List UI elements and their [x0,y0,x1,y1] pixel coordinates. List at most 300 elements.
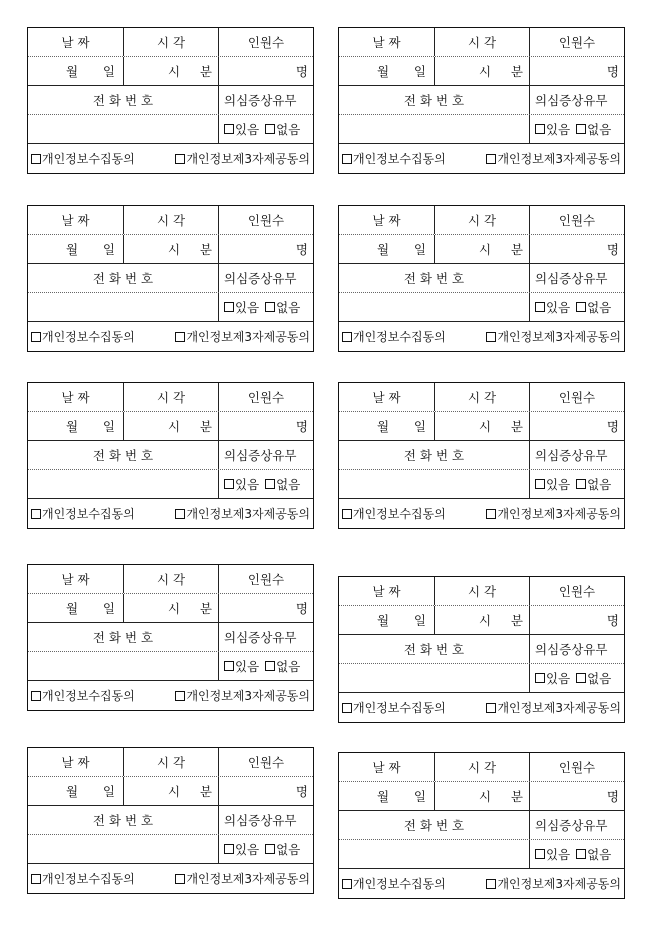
time-field[interactable] [434,606,529,634]
people-field[interactable] [529,782,624,810]
header-row [28,28,313,57]
day-unit: 일 [413,242,426,257]
month-unit: 월 [66,242,79,257]
people-label: 인원수 [529,753,624,781]
consent-collect-label: 개인정보수집동의 [42,152,135,166]
phone-label: 전 화 번 호 [92,813,154,828]
checkbox-icon[interactable] [265,124,275,134]
consent-third-label: 개인정보제3자제공동의 [186,507,310,521]
checkbox-icon[interactable] [175,691,185,701]
people-label: 인원수 [529,28,624,56]
people-field[interactable] [218,57,313,85]
date-label: 날 짜 [372,760,401,775]
date-field[interactable] [339,782,434,810]
consent-row [339,499,624,528]
symptom-label: 의심증상유무 [218,623,313,651]
consent-collect-label: 개인정보수집동의 [42,507,135,521]
date-label: 날 짜 [61,755,90,770]
checkbox-icon[interactable] [535,849,545,859]
consent-cell [28,322,313,351]
day-unit: 일 [413,64,426,79]
minute-unit: 분 [510,64,523,79]
people-field[interactable] [529,412,624,440]
consent-third-option[interactable] [486,875,621,892]
consent-row [28,681,313,710]
header-row [339,28,624,57]
symptom-label: 의심증상유무 [529,811,624,839]
phone-value-row [28,115,313,144]
consent-third-label: 개인정보제3자제공동의 [497,701,621,715]
phone-value-row [339,840,624,869]
symptom-yes-label: 있음 [546,122,571,137]
date-label: 날 짜 [61,35,90,50]
symptom-options [218,835,313,863]
phone-label: 전 화 번 호 [92,271,154,286]
time-field[interactable] [123,594,218,622]
symptom-no-label: 없음 [276,122,301,137]
hour-unit: 시 [479,789,492,804]
consent-third-option[interactable] [486,505,621,522]
phone-header-row [28,623,313,652]
date-field[interactable] [339,57,434,85]
people-field[interactable] [529,235,624,263]
people-field[interactable] [218,594,313,622]
consent-cell [339,693,624,722]
consent-cell [28,144,313,173]
phone-label: 전 화 번 호 [403,642,465,657]
phone-field[interactable] [28,652,218,680]
phone-header-row [339,264,624,293]
month-unit: 월 [377,789,390,804]
consent-cell [339,144,624,173]
checkbox-icon[interactable] [175,509,185,519]
checkbox-icon[interactable] [175,874,185,884]
symptom-no-option[interactable] [576,669,611,687]
consent-collect-option[interactable] [342,875,446,892]
symptom-no-label: 없음 [587,847,612,862]
people-label: 인원수 [529,577,624,605]
phone-field[interactable] [28,115,218,143]
checkbox-icon[interactable] [576,673,586,683]
consent-third-option[interactable] [486,699,621,716]
phone-label: 전 화 번 호 [92,630,154,645]
checkbox-icon[interactable] [342,703,352,713]
hour-unit: 시 [168,601,181,616]
minute-unit: 분 [199,64,212,79]
checkbox-icon[interactable] [31,874,41,884]
hour-unit: 시 [168,419,181,434]
symptom-no-option[interactable] [265,298,300,316]
header-row [339,577,624,606]
phone-header-row [339,811,624,840]
symptom-options [218,115,313,143]
symptom-no-option[interactable] [576,120,611,138]
checkbox-icon[interactable] [224,844,234,854]
phone-label: 전 화 번 호 [403,93,465,108]
symptom-yes-label: 있음 [546,477,571,492]
date-field[interactable] [339,606,434,634]
phone-field[interactable] [339,293,529,321]
checkbox-icon[interactable] [31,332,41,342]
symptom-no-label: 없음 [587,300,612,315]
date-field[interactable] [28,777,123,805]
checkbox-icon[interactable] [175,332,185,342]
month-unit: 월 [66,601,79,616]
symptom-no-label: 없음 [587,122,612,137]
checkbox-icon[interactable] [265,844,275,854]
phone-label: 전 화 번 호 [403,448,465,463]
header-row [339,753,624,782]
checkbox-icon[interactable] [265,661,275,671]
date-label: 날 짜 [61,390,90,405]
checkbox-icon[interactable] [576,124,586,134]
symptom-no-label: 없음 [276,659,301,674]
checkbox-icon[interactable] [486,509,496,519]
phone-value-row [28,470,313,499]
phone-header-row [28,441,313,470]
date-label: 날 짜 [61,572,90,587]
consent-collect-option[interactable] [342,328,446,345]
symptom-options [529,293,624,321]
checkbox-icon[interactable] [535,302,545,312]
date-field[interactable] [28,594,123,622]
time-label: 시 각 [123,28,218,56]
symptom-no-option[interactable] [265,840,300,858]
consent-third-option[interactable] [175,150,310,167]
phone-field[interactable] [339,840,529,868]
value-row [28,57,313,86]
checkbox-icon[interactable] [535,479,545,489]
checkbox-icon[interactable] [265,302,275,312]
phone-field[interactable] [28,835,218,863]
people-field[interactable] [218,235,313,263]
header-row [339,383,624,412]
people-unit: 명 [295,419,308,434]
consent-collect-option[interactable] [31,870,135,887]
checkbox-icon[interactable] [224,479,234,489]
checkbox-icon[interactable] [31,509,41,519]
consent-collect-option[interactable] [31,687,135,704]
minute-unit: 분 [199,784,212,799]
phone-header-row [339,635,624,664]
symptom-no-label: 없음 [276,842,301,857]
visitor-form-card [27,382,314,529]
consent-cell [28,864,313,893]
month-unit: 월 [377,64,390,79]
consent-third-label: 개인정보제3자제공동의 [186,152,310,166]
symptom-label: 의심증상유무 [529,635,624,663]
symptom-yes-option[interactable] [224,298,259,316]
symptom-yes-label: 있음 [235,477,260,492]
people-unit: 명 [295,784,308,799]
consent-collect-option[interactable] [31,328,135,345]
consent-third-option[interactable] [175,687,310,704]
time-field[interactable] [123,235,218,263]
hour-unit: 시 [479,64,492,79]
symptom-yes-option[interactable] [535,475,570,493]
minute-unit: 분 [510,242,523,257]
value-row [339,606,624,635]
time-label: 시 각 [434,28,529,56]
people-unit: 명 [295,64,308,79]
checkbox-icon[interactable] [31,691,41,701]
date-label: 날 짜 [372,390,401,405]
checkbox-icon[interactable] [486,879,496,889]
date-label: 날 짜 [372,584,401,599]
day-unit: 일 [413,789,426,804]
symptom-yes-option[interactable] [535,845,570,863]
phone-field[interactable] [28,293,218,321]
header-row [28,748,313,777]
symptom-yes-label: 있음 [235,659,260,674]
checkbox-icon[interactable] [535,673,545,683]
checkbox-icon[interactable] [224,302,234,312]
checkbox-icon[interactable] [224,661,234,671]
consent-third-option[interactable] [175,328,310,345]
people-label: 인원수 [218,748,313,776]
time-label: 시 각 [123,383,218,411]
people-field[interactable] [529,606,624,634]
visitor-form-card [27,27,314,174]
people-unit: 명 [606,242,619,257]
visitor-form-card [338,752,625,899]
people-label: 인원수 [529,383,624,411]
people-label: 인원수 [218,383,313,411]
phone-field[interactable] [28,470,218,498]
symptom-yes-option[interactable] [535,669,570,687]
time-label: 시 각 [434,206,529,234]
time-field[interactable] [123,57,218,85]
symptom-yes-option[interactable] [535,298,570,316]
hour-unit: 시 [479,242,492,257]
date-field[interactable] [28,235,123,263]
consent-collect-option[interactable] [342,505,446,522]
checkbox-icon[interactable] [486,703,496,713]
month-unit: 월 [377,242,390,257]
checkbox-icon[interactable] [31,154,41,164]
symptom-yes-label: 있음 [235,300,260,315]
checkbox-icon[interactable] [342,154,352,164]
header-row [28,206,313,235]
symptom-yes-option[interactable] [224,120,259,138]
visitor-form-card [27,747,314,894]
phone-label: 전 화 번 호 [92,448,154,463]
time-label: 시 각 [123,206,218,234]
checkbox-icon[interactable] [486,332,496,342]
hour-unit: 시 [479,419,492,434]
consent-row [28,322,313,351]
consent-third-option[interactable] [486,150,621,167]
phone-value-row [339,293,624,322]
symptom-yes-label: 있음 [546,300,571,315]
symptom-options [218,293,313,321]
consent-third-label: 개인정보제3자제공동의 [186,330,310,344]
minute-unit: 분 [199,242,212,257]
minute-unit: 분 [510,789,523,804]
symptom-options [218,652,313,680]
time-label: 시 각 [434,753,529,781]
consent-collect-label: 개인정보수집동의 [353,877,446,891]
phone-header-row [28,86,313,115]
time-field[interactable] [434,57,529,85]
symptom-no-option[interactable] [265,657,300,675]
consent-collect-option[interactable] [342,150,446,167]
symptom-yes-label: 있음 [546,671,571,686]
time-field[interactable] [434,235,529,263]
consent-third-label: 개인정보제3자제공동의 [497,152,621,166]
time-field[interactable] [434,782,529,810]
consent-cell [339,869,624,898]
consent-collect-label: 개인정보수집동의 [353,330,446,344]
checkbox-icon[interactable] [175,154,185,164]
consent-third-label: 개인정보제3자제공동의 [186,689,310,703]
checkbox-icon[interactable] [486,154,496,164]
people-unit: 명 [295,601,308,616]
checkbox-icon[interactable] [576,302,586,312]
minute-unit: 분 [510,613,523,628]
header-row [28,383,313,412]
consent-cell [339,322,624,351]
checkbox-icon[interactable] [342,879,352,889]
people-unit: 명 [606,613,619,628]
symptom-no-option[interactable] [576,298,611,316]
checkbox-icon[interactable] [576,479,586,489]
consent-collect-label: 개인정보수집동의 [353,507,446,521]
symptom-label: 의심증상유무 [529,86,624,114]
date-field[interactable] [339,235,434,263]
hour-unit: 시 [168,784,181,799]
symptom-yes-label: 있음 [235,842,260,857]
phone-value-row [339,470,624,499]
symptom-no-option[interactable] [265,475,300,493]
people-unit: 명 [606,789,619,804]
consent-collect-option[interactable] [342,699,446,716]
symptom-yes-option[interactable] [224,657,259,675]
hour-unit: 시 [168,64,181,79]
month-unit: 월 [66,419,79,434]
header-row [339,206,624,235]
symptom-yes-option[interactable] [535,120,570,138]
people-label: 인원수 [218,206,313,234]
phone-value-row [28,652,313,681]
month-unit: 월 [377,419,390,434]
people-field[interactable] [218,777,313,805]
phone-header-row [28,264,313,293]
month-unit: 월 [66,64,79,79]
date-label: 날 짜 [372,35,401,50]
phone-header-row [339,86,624,115]
value-row [339,782,624,811]
checkbox-icon[interactable] [342,509,352,519]
symptom-no-option[interactable] [576,475,611,493]
phone-field[interactable] [339,115,529,143]
symptom-label: 의심증상유무 [218,441,313,469]
people-unit: 명 [606,419,619,434]
date-field[interactable] [28,57,123,85]
consent-cell [28,681,313,710]
consent-third-option[interactable] [175,870,310,887]
symptom-options [218,470,313,498]
time-field[interactable] [123,412,218,440]
phone-value-row [28,835,313,864]
checkbox-icon[interactable] [342,332,352,342]
day-unit: 일 [102,242,115,257]
visitor-form-card [338,27,625,174]
people-label: 인원수 [218,28,313,56]
consent-third-option[interactable] [175,505,310,522]
people-field[interactable] [218,412,313,440]
checkbox-icon[interactable] [535,124,545,134]
symptom-no-option[interactable] [576,845,611,863]
symptom-options [529,115,624,143]
day-unit: 일 [102,601,115,616]
day-unit: 일 [413,613,426,628]
phone-field[interactable] [339,470,529,498]
consent-row [28,864,313,893]
day-unit: 일 [102,784,115,799]
phone-header-row [28,806,313,835]
hour-unit: 시 [479,613,492,628]
day-unit: 일 [413,419,426,434]
phone-value-row [339,664,624,693]
consent-row [339,693,624,722]
symptom-yes-label: 있음 [546,847,571,862]
symptom-no-label: 없음 [587,671,612,686]
visitor-form-card [338,576,625,723]
consent-third-label: 개인정보제3자제공동의 [186,872,310,886]
symptom-no-label: 없음 [276,477,301,492]
date-label: 날 짜 [372,213,401,228]
consent-collect-option[interactable] [31,150,135,167]
date-label: 날 짜 [61,213,90,228]
phone-label: 전 화 번 호 [403,818,465,833]
minute-unit: 분 [510,419,523,434]
date-field[interactable] [28,412,123,440]
time-field[interactable] [123,777,218,805]
consent-third-label: 개인정보제3자제공동의 [497,330,621,344]
consent-row [28,144,313,173]
checkbox-icon[interactable] [224,124,234,134]
symptom-label: 의심증상유무 [529,441,624,469]
symptom-yes-option[interactable] [224,840,259,858]
phone-header-row [339,441,624,470]
people-field[interactable] [529,57,624,85]
people-label: 인원수 [218,565,313,593]
hour-unit: 시 [168,242,181,257]
phone-value-row [28,293,313,322]
consent-collect-label: 개인정보수집동의 [42,689,135,703]
symptom-yes-option[interactable] [224,475,259,493]
consent-row [339,322,624,351]
consent-third-label: 개인정보제3자제공동의 [497,877,621,891]
consent-collect-label: 개인정보수집동의 [42,872,135,886]
checkbox-icon[interactable] [576,849,586,859]
checkbox-icon[interactable] [265,479,275,489]
consent-collect-option[interactable] [31,505,135,522]
visitor-form-card [338,205,625,352]
value-row [339,412,624,441]
symptom-options [529,664,624,692]
time-label: 시 각 [434,577,529,605]
date-field[interactable] [339,412,434,440]
symptom-no-label: 없음 [587,477,612,492]
value-row [339,57,624,86]
phone-field[interactable] [339,664,529,692]
symptom-no-option[interactable] [265,120,300,138]
time-field[interactable] [434,412,529,440]
consent-third-option[interactable] [486,328,621,345]
consent-row [28,499,313,528]
